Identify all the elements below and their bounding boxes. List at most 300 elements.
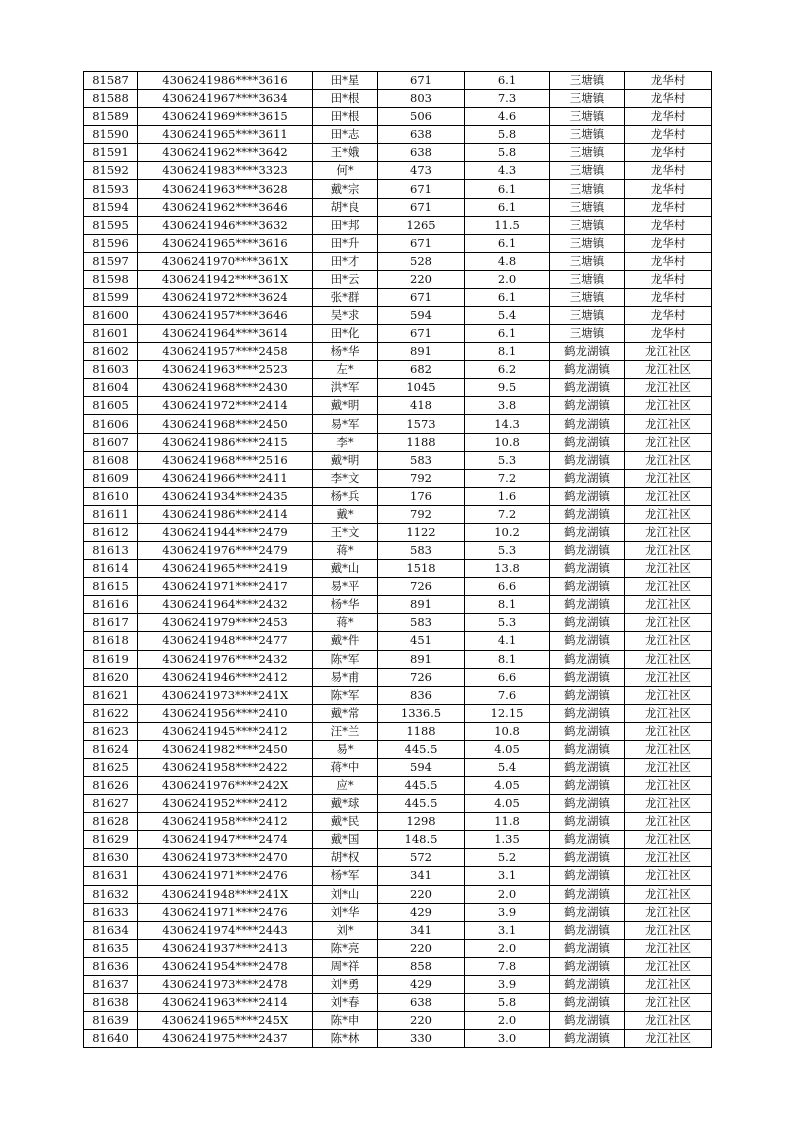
- row-number-cell: 81608: [84, 451, 138, 469]
- name-cell: 王*文: [313, 523, 378, 541]
- village-cell: 龙江社区: [625, 397, 712, 415]
- quantity-cell: 6.1: [465, 288, 550, 306]
- table-row: [84, 379, 712, 397]
- town-cell: 鹤龙湖镇: [550, 740, 625, 758]
- quantity-cell: 10.2: [465, 523, 550, 541]
- village-cell: 龙江社区: [625, 957, 712, 975]
- name-cell: 戴*件: [313, 632, 378, 650]
- quantity-cell: 3.9: [465, 975, 550, 993]
- quantity-cell: 6.1: [465, 234, 550, 252]
- row-number-cell: 81623: [84, 722, 138, 740]
- row-number-cell: 81614: [84, 560, 138, 578]
- table-row: [84, 758, 712, 776]
- amount-cell: 638: [378, 126, 465, 144]
- quantity-cell: 12.15: [465, 704, 550, 722]
- name-cell: 刘*: [313, 921, 378, 939]
- table-row: [84, 650, 712, 668]
- village-cell: 龙江社区: [625, 867, 712, 885]
- table-row: [84, 722, 712, 740]
- id-number-cell: 4306241954****2478: [138, 957, 313, 975]
- village-cell: 龙江社区: [625, 469, 712, 487]
- name-cell: 刘*山: [313, 885, 378, 903]
- amount-cell: 671: [378, 288, 465, 306]
- id-number-cell: 4306241982****2450: [138, 740, 313, 758]
- quantity-cell: 3.0: [465, 1030, 550, 1048]
- name-cell: 李*文: [313, 469, 378, 487]
- name-cell: 陈*申: [313, 1012, 378, 1030]
- amount-cell: 1188: [378, 722, 465, 740]
- id-number-cell: 4306241972****3624: [138, 288, 313, 306]
- table-row: [84, 686, 712, 704]
- id-number-cell: 4306241956****2410: [138, 704, 313, 722]
- name-cell: 应*: [313, 777, 378, 795]
- village-cell: 龙华村: [625, 288, 712, 306]
- table-body: [84, 72, 712, 1048]
- id-number-cell: 4306241958****2412: [138, 813, 313, 831]
- table-row: [84, 993, 712, 1011]
- id-number-cell: 4306241973****241X: [138, 686, 313, 704]
- village-cell: 龙江社区: [625, 813, 712, 831]
- quantity-cell: 7.3: [465, 90, 550, 108]
- village-cell: 龙江社区: [625, 596, 712, 614]
- row-number-cell: 81605: [84, 397, 138, 415]
- village-cell: 龙华村: [625, 307, 712, 325]
- village-cell: 龙华村: [625, 90, 712, 108]
- village-cell: 龙江社区: [625, 578, 712, 596]
- town-cell: 鹤龙湖镇: [550, 722, 625, 740]
- town-cell: 三塘镇: [550, 216, 625, 234]
- amount-cell: 1298: [378, 813, 465, 831]
- town-cell: 鹤龙湖镇: [550, 903, 625, 921]
- name-cell: 陈*军: [313, 650, 378, 668]
- table-row: [84, 415, 712, 433]
- town-cell: 鹤龙湖镇: [550, 361, 625, 379]
- id-number-cell: 4306241972****2414: [138, 397, 313, 415]
- amount-cell: 836: [378, 686, 465, 704]
- town-cell: 鹤龙湖镇: [550, 379, 625, 397]
- name-cell: 张*群: [313, 288, 378, 306]
- table-row: [84, 126, 712, 144]
- table-row: [84, 795, 712, 813]
- quantity-cell: 4.05: [465, 777, 550, 795]
- village-cell: 龙华村: [625, 108, 712, 126]
- row-number-cell: 81617: [84, 614, 138, 632]
- row-number-cell: 81637: [84, 975, 138, 993]
- name-cell: 胡*权: [313, 849, 378, 867]
- table-row: [84, 216, 712, 234]
- amount-cell: 1188: [378, 433, 465, 451]
- quantity-cell: 4.8: [465, 252, 550, 270]
- amount-cell: 583: [378, 614, 465, 632]
- town-cell: 鹤龙湖镇: [550, 975, 625, 993]
- quantity-cell: 7.8: [465, 957, 550, 975]
- town-cell: 鹤龙湖镇: [550, 415, 625, 433]
- quantity-cell: 3.1: [465, 921, 550, 939]
- town-cell: 鹤龙湖镇: [550, 632, 625, 650]
- village-cell: 龙江社区: [625, 487, 712, 505]
- id-number-cell: 4306241966****2411: [138, 469, 313, 487]
- quantity-cell: 10.8: [465, 722, 550, 740]
- quantity-cell: 14.3: [465, 415, 550, 433]
- id-number-cell: 4306241969****3615: [138, 108, 313, 126]
- amount-cell: 473: [378, 162, 465, 180]
- town-cell: 三塘镇: [550, 162, 625, 180]
- town-cell: 三塘镇: [550, 270, 625, 288]
- amount-cell: 792: [378, 505, 465, 523]
- town-cell: 三塘镇: [550, 325, 625, 343]
- row-number-cell: 81622: [84, 704, 138, 722]
- town-cell: 三塘镇: [550, 198, 625, 216]
- name-cell: 吴*求: [313, 307, 378, 325]
- row-number-cell: 81635: [84, 939, 138, 957]
- quantity-cell: 13.8: [465, 560, 550, 578]
- row-number-cell: 81624: [84, 740, 138, 758]
- town-cell: 鹤龙湖镇: [550, 795, 625, 813]
- id-number-cell: 4306241946****3632: [138, 216, 313, 234]
- name-cell: 蒋*: [313, 542, 378, 560]
- table-row: [84, 704, 712, 722]
- village-cell: 龙江社区: [625, 795, 712, 813]
- amount-cell: 445.5: [378, 740, 465, 758]
- amount-cell: 671: [378, 180, 465, 198]
- village-cell: 龙江社区: [625, 921, 712, 939]
- row-number-cell: 81606: [84, 415, 138, 433]
- quantity-cell: 1.35: [465, 831, 550, 849]
- id-number-cell: 4306241973****2470: [138, 849, 313, 867]
- village-cell: 龙华村: [625, 162, 712, 180]
- name-cell: 戴*: [313, 505, 378, 523]
- id-number-cell: 4306241945****2412: [138, 722, 313, 740]
- row-number-cell: 81630: [84, 849, 138, 867]
- id-number-cell: 4306241986****3616: [138, 72, 313, 90]
- id-number-cell: 4306241964****2432: [138, 596, 313, 614]
- town-cell: 鹤龙湖镇: [550, 704, 625, 722]
- name-cell: 王*娥: [313, 144, 378, 162]
- amount-cell: 671: [378, 234, 465, 252]
- id-number-cell: 4306241947****2474: [138, 831, 313, 849]
- village-cell: 龙江社区: [625, 650, 712, 668]
- id-number-cell: 4306241957****3646: [138, 307, 313, 325]
- quantity-cell: 5.8: [465, 126, 550, 144]
- table-row: [84, 578, 712, 596]
- name-cell: 杨*华: [313, 343, 378, 361]
- amount-cell: 506: [378, 108, 465, 126]
- row-number-cell: 81609: [84, 469, 138, 487]
- amount-cell: 176: [378, 487, 465, 505]
- village-cell: 龙江社区: [625, 885, 712, 903]
- table-row: [84, 740, 712, 758]
- amount-cell: 803: [378, 90, 465, 108]
- row-number-cell: 81610: [84, 487, 138, 505]
- village-cell: 龙华村: [625, 126, 712, 144]
- row-number-cell: 81588: [84, 90, 138, 108]
- quantity-cell: 2.0: [465, 939, 550, 957]
- table-row: [84, 108, 712, 126]
- table-row: [84, 162, 712, 180]
- town-cell: 鹤龙湖镇: [550, 596, 625, 614]
- amount-cell: 583: [378, 542, 465, 560]
- amount-cell: 594: [378, 758, 465, 776]
- amount-cell: 220: [378, 270, 465, 288]
- table-row: [84, 614, 712, 632]
- table-row: [84, 325, 712, 343]
- village-cell: 龙江社区: [625, 560, 712, 578]
- name-cell: 戴*国: [313, 831, 378, 849]
- id-number-cell: 4306241965****245X: [138, 1012, 313, 1030]
- amount-cell: 429: [378, 975, 465, 993]
- village-cell: 龙江社区: [625, 1012, 712, 1030]
- table-row: [84, 542, 712, 560]
- quantity-cell: 1.6: [465, 487, 550, 505]
- table-row: [84, 270, 712, 288]
- id-number-cell: 4306241968****2450: [138, 415, 313, 433]
- name-cell: 田*云: [313, 270, 378, 288]
- quantity-cell: 5.8: [465, 144, 550, 162]
- village-cell: 龙华村: [625, 144, 712, 162]
- town-cell: 鹤龙湖镇: [550, 614, 625, 632]
- id-number-cell: 4306241973****2478: [138, 975, 313, 993]
- town-cell: 三塘镇: [550, 234, 625, 252]
- table-row: [84, 144, 712, 162]
- quantity-cell: 4.3: [465, 162, 550, 180]
- id-number-cell: 4306241967****3634: [138, 90, 313, 108]
- id-number-cell: 4306241946****2412: [138, 668, 313, 686]
- village-cell: 龙江社区: [625, 686, 712, 704]
- id-number-cell: 4306241942****361X: [138, 270, 313, 288]
- row-number-cell: 81589: [84, 108, 138, 126]
- table-row: [84, 487, 712, 505]
- table-row: [84, 885, 712, 903]
- town-cell: 鹤龙湖镇: [550, 777, 625, 795]
- row-number-cell: 81627: [84, 795, 138, 813]
- amount-cell: 572: [378, 849, 465, 867]
- id-number-cell: 4306241965****2419: [138, 560, 313, 578]
- row-number-cell: 81590: [84, 126, 138, 144]
- id-number-cell: 4306241975****2437: [138, 1030, 313, 1048]
- town-cell: 鹤龙湖镇: [550, 397, 625, 415]
- village-cell: 龙华村: [625, 216, 712, 234]
- id-number-cell: 4306241948****2477: [138, 632, 313, 650]
- id-number-cell: 4306241952****2412: [138, 795, 313, 813]
- row-number-cell: 81593: [84, 180, 138, 198]
- town-cell: 鹤龙湖镇: [550, 885, 625, 903]
- table-row: [84, 867, 712, 885]
- name-cell: 戴*明: [313, 451, 378, 469]
- row-number-cell: 81625: [84, 758, 138, 776]
- town-cell: 三塘镇: [550, 90, 625, 108]
- village-cell: 龙江社区: [625, 523, 712, 541]
- table-row: [84, 469, 712, 487]
- quantity-cell: 2.0: [465, 1012, 550, 1030]
- name-cell: 胡*良: [313, 198, 378, 216]
- town-cell: 鹤龙湖镇: [550, 487, 625, 505]
- town-cell: 鹤龙湖镇: [550, 813, 625, 831]
- id-number-cell: 4306241965****3611: [138, 126, 313, 144]
- row-number-cell: 81634: [84, 921, 138, 939]
- town-cell: 三塘镇: [550, 108, 625, 126]
- name-cell: 田*根: [313, 108, 378, 126]
- quantity-cell: 2.0: [465, 885, 550, 903]
- town-cell: 鹤龙湖镇: [550, 451, 625, 469]
- name-cell: 田*升: [313, 234, 378, 252]
- table-row: [84, 777, 712, 795]
- town-cell: 三塘镇: [550, 180, 625, 198]
- name-cell: 杨*军: [313, 867, 378, 885]
- row-number-cell: 81638: [84, 993, 138, 1011]
- amount-cell: 1518: [378, 560, 465, 578]
- name-cell: 杨*兵: [313, 487, 378, 505]
- table-row: [84, 505, 712, 523]
- quantity-cell: 5.4: [465, 307, 550, 325]
- name-cell: 蒋*中: [313, 758, 378, 776]
- village-cell: 龙华村: [625, 234, 712, 252]
- quantity-cell: 4.05: [465, 795, 550, 813]
- quantity-cell: 6.6: [465, 578, 550, 596]
- id-number-cell: 4306241944****2479: [138, 523, 313, 541]
- quantity-cell: 5.4: [465, 758, 550, 776]
- row-number-cell: 81603: [84, 361, 138, 379]
- id-number-cell: 4306241976****242X: [138, 777, 313, 795]
- row-number-cell: 81626: [84, 777, 138, 795]
- village-cell: 龙江社区: [625, 777, 712, 795]
- table-row: [84, 921, 712, 939]
- table-row: [84, 560, 712, 578]
- name-cell: 刘*勇: [313, 975, 378, 993]
- name-cell: 陈*林: [313, 1030, 378, 1048]
- row-number-cell: 81616: [84, 596, 138, 614]
- id-number-cell: 4306241968****2516: [138, 451, 313, 469]
- table-row: [84, 198, 712, 216]
- table-row: [84, 903, 712, 921]
- table-row: [84, 252, 712, 270]
- town-cell: 鹤龙湖镇: [550, 523, 625, 541]
- table-row: [84, 596, 712, 614]
- table-row: [84, 397, 712, 415]
- table-row: [84, 361, 712, 379]
- quantity-cell: 5.3: [465, 451, 550, 469]
- village-cell: 龙江社区: [625, 632, 712, 650]
- name-cell: 刘*华: [313, 903, 378, 921]
- name-cell: 汪*兰: [313, 722, 378, 740]
- town-cell: 三塘镇: [550, 288, 625, 306]
- row-number-cell: 81633: [84, 903, 138, 921]
- id-number-cell: 4306241983****3323: [138, 162, 313, 180]
- amount-cell: 418: [378, 397, 465, 415]
- name-cell: 陈*军: [313, 686, 378, 704]
- amount-cell: 148.5: [378, 831, 465, 849]
- row-number-cell: 81599: [84, 288, 138, 306]
- row-number-cell: 81604: [84, 379, 138, 397]
- amount-cell: 726: [378, 668, 465, 686]
- row-number-cell: 81612: [84, 523, 138, 541]
- village-cell: 龙华村: [625, 252, 712, 270]
- id-number-cell: 4306241963****2414: [138, 993, 313, 1011]
- id-number-cell: 4306241965****3616: [138, 234, 313, 252]
- row-number-cell: 81618: [84, 632, 138, 650]
- village-cell: 龙江社区: [625, 939, 712, 957]
- row-number-cell: 81639: [84, 1012, 138, 1030]
- id-number-cell: 4306241968****2430: [138, 379, 313, 397]
- village-cell: 龙江社区: [625, 704, 712, 722]
- village-cell: 龙江社区: [625, 758, 712, 776]
- town-cell: 鹤龙湖镇: [550, 668, 625, 686]
- name-cell: 杨*华: [313, 596, 378, 614]
- town-cell: 鹤龙湖镇: [550, 957, 625, 975]
- amount-cell: 1265: [378, 216, 465, 234]
- village-cell: 龙华村: [625, 325, 712, 343]
- name-cell: 戴*常: [313, 704, 378, 722]
- id-number-cell: 4306241976****2432: [138, 650, 313, 668]
- amount-cell: 1573: [378, 415, 465, 433]
- name-cell: 刘*春: [313, 993, 378, 1011]
- amount-cell: 220: [378, 885, 465, 903]
- table-row: [84, 523, 712, 541]
- amount-cell: 445.5: [378, 777, 465, 795]
- row-number-cell: 81600: [84, 307, 138, 325]
- row-number-cell: 81595: [84, 216, 138, 234]
- row-number-cell: 81596: [84, 234, 138, 252]
- quantity-cell: 6.1: [465, 325, 550, 343]
- amount-cell: 445.5: [378, 795, 465, 813]
- quantity-cell: 4.6: [465, 108, 550, 126]
- quantity-cell: 6.2: [465, 361, 550, 379]
- table-row: [84, 307, 712, 325]
- village-cell: 龙江社区: [625, 993, 712, 1011]
- quantity-cell: 6.6: [465, 668, 550, 686]
- id-number-cell: 4306241948****241X: [138, 885, 313, 903]
- data-table: [83, 71, 712, 1048]
- id-number-cell: 4306241934****2435: [138, 487, 313, 505]
- quantity-cell: 7.2: [465, 469, 550, 487]
- table-row: [84, 72, 712, 90]
- row-number-cell: 81615: [84, 578, 138, 596]
- id-number-cell: 4306241937****2413: [138, 939, 313, 957]
- town-cell: 三塘镇: [550, 307, 625, 325]
- id-number-cell: 4306241986****2415: [138, 433, 313, 451]
- id-number-cell: 4306241963****3628: [138, 180, 313, 198]
- name-cell: 易*平: [313, 578, 378, 596]
- quantity-cell: 5.2: [465, 849, 550, 867]
- quantity-cell: 7.6: [465, 686, 550, 704]
- quantity-cell: 8.1: [465, 343, 550, 361]
- row-number-cell: 81632: [84, 885, 138, 903]
- amount-cell: 638: [378, 993, 465, 1011]
- row-number-cell: 81598: [84, 270, 138, 288]
- table-row: [84, 957, 712, 975]
- village-cell: 龙华村: [625, 198, 712, 216]
- name-cell: 何*: [313, 162, 378, 180]
- town-cell: 鹤龙湖镇: [550, 542, 625, 560]
- name-cell: 李*: [313, 433, 378, 451]
- amount-cell: 451: [378, 632, 465, 650]
- town-cell: 鹤龙湖镇: [550, 993, 625, 1011]
- town-cell: 鹤龙湖镇: [550, 831, 625, 849]
- village-cell: 龙江社区: [625, 379, 712, 397]
- town-cell: 鹤龙湖镇: [550, 650, 625, 668]
- village-cell: 龙江社区: [625, 505, 712, 523]
- village-cell: 龙江社区: [625, 849, 712, 867]
- name-cell: 田*邦: [313, 216, 378, 234]
- amount-cell: 341: [378, 867, 465, 885]
- town-cell: 鹤龙湖镇: [550, 1012, 625, 1030]
- village-cell: 龙江社区: [625, 975, 712, 993]
- amount-cell: 594: [378, 307, 465, 325]
- village-cell: 龙江社区: [625, 1030, 712, 1048]
- row-number-cell: 81621: [84, 686, 138, 704]
- quantity-cell: 8.1: [465, 650, 550, 668]
- town-cell: 鹤龙湖镇: [550, 560, 625, 578]
- table-row: [84, 813, 712, 831]
